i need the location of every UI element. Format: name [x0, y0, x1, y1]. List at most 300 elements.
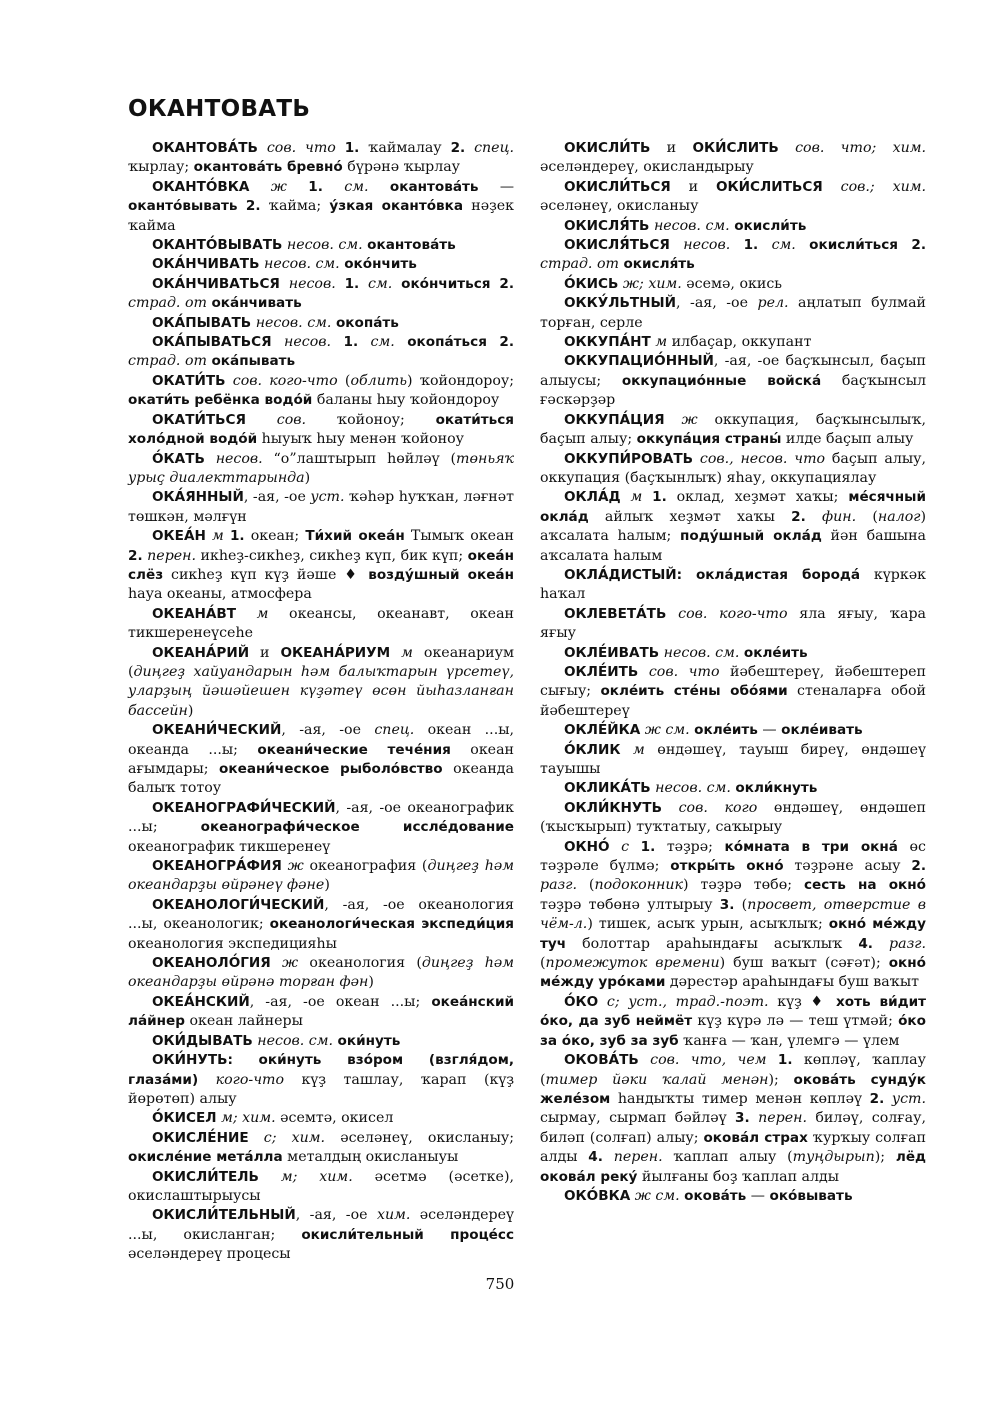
text: нәҙек ҡайма — [128, 198, 514, 234]
bold-phrase: 2. — [499, 275, 514, 292]
text — [898, 237, 911, 253]
grammar-label: м — [212, 528, 224, 545]
grammar-label: сов. что — [266, 140, 336, 156]
dictionary-entry — [128, 1032, 514, 1051]
text: һыуыҡ һыу менән ҡойоноу — [257, 431, 465, 448]
bold-phrase: 1. — [743, 237, 759, 254]
grammar-label: несов. — [288, 275, 336, 292]
text: баҫҡынсыл ғәскәрҙәр — [540, 372, 926, 409]
dictionary-entry — [128, 450, 514, 489]
bold-phrase: окова́ть — [684, 1187, 747, 1204]
grammar-label: с; хим. — [263, 1129, 326, 1146]
grammar-label: м — [655, 334, 668, 351]
dictionary-entry — [128, 857, 514, 896]
text: ) — [368, 974, 374, 991]
bold-phrase: окопа́ть — [335, 314, 399, 331]
text: ) — [324, 877, 330, 894]
headword: ОКЕА́Н — [152, 528, 206, 545]
text: баланы һыу ҡойондороу — [312, 392, 500, 409]
bold-phrase: окантова́ть — [389, 178, 479, 195]
bold-phrase: океани́ческие тече́ния — [257, 741, 451, 758]
text: ) — [187, 702, 194, 719]
text: океанография ( — [303, 858, 428, 875]
headword: ОКИСЛИ́ТЬСЯ — [564, 178, 671, 195]
text: әселәндереү процесы — [128, 1246, 291, 1263]
grammar-label: кого-что — [215, 1071, 285, 1088]
bold-phrase: 1. — [344, 140, 360, 156]
bold-phrase: оки́нуть взо́ром (взгля́дом, глаза́ми) — [128, 1052, 514, 1088]
headword: ОКИСЛИ́ТЬ — [564, 140, 651, 156]
bold-phrase: окле́ить — [694, 722, 758, 739]
text — [249, 1130, 264, 1146]
dictionary-entry — [540, 721, 926, 740]
text — [465, 140, 474, 156]
text: дәрестәр араһындағы буш ваҡыт — [665, 974, 919, 991]
text: илде баҫып алыу — [781, 431, 914, 448]
text: ҡайма; — [260, 198, 330, 215]
text — [642, 489, 652, 505]
text: көпләү, ҡаплау ( — [540, 1052, 926, 1088]
bold-phrase: 1. — [344, 275, 360, 292]
text: әселәнеү, окисланыу — [540, 198, 699, 215]
bold-phrase: 2. — [128, 547, 143, 564]
headword: ОККУ́ЛЬТНЫЙ — [564, 295, 677, 312]
dictionary-entry — [540, 217, 926, 236]
text — [280, 276, 289, 292]
text: әселәнеү, окисланыу; — [325, 1129, 515, 1146]
dictionary-entry — [540, 450, 926, 489]
headword: О́КО — [564, 993, 599, 1010]
bold-phrase: Ти́хий океа́н — [305, 528, 405, 545]
bold-phrase: окисля́ть — [623, 256, 695, 273]
headword: О́КЛИК — [564, 741, 621, 758]
text — [598, 994, 607, 1010]
bold-phrase: 2. — [911, 237, 927, 254]
bold-phrase: ме́сячный окла́д — [540, 489, 926, 525]
dictionary-entry — [540, 605, 926, 644]
text: ); — [874, 1149, 896, 1166]
bold-phrase: 3. — [735, 1110, 750, 1127]
text — [395, 334, 407, 350]
headword: ОКИ́ДЫВАТЬ — [152, 1032, 253, 1049]
headword: ОКЕАНИ́ЧЕСКИЙ — [152, 722, 282, 739]
bold-phrase: поду́шный окла́д — [679, 528, 822, 545]
bold-phrase: окисли́тельный проце́сс — [301, 1226, 514, 1243]
text: ) ҡойондороу; — [407, 372, 515, 389]
headword: ОККУПА́НТ — [564, 334, 651, 351]
grammar-label: ж — [282, 955, 299, 972]
text — [620, 742, 633, 758]
text: бүрәнә ҡырлау — [342, 159, 461, 176]
text — [359, 276, 368, 292]
text — [610, 839, 622, 855]
bold-phrase: окантова́ть — [367, 237, 456, 254]
text: сикһеҙ күп күҙ йәше ♦ — [163, 566, 369, 583]
text: океан; — [244, 528, 306, 545]
dictionary-entry — [540, 139, 926, 178]
left-column — [128, 139, 514, 1265]
bold-phrase: океа́нский ла́йнер — [128, 993, 514, 1030]
grammar-label: диңгеҙ һәм океандарҙы өйрәнеү фәне — [128, 858, 514, 894]
grammar-label: сов. что — [648, 663, 720, 680]
text: өс тәҙрәле бүлмә; — [540, 838, 927, 875]
bold-phrase: окисли́ться — [809, 237, 899, 254]
text — [779, 140, 795, 156]
text — [806, 509, 822, 525]
text — [358, 334, 370, 350]
grammar-label: сов. кого-что — [232, 372, 338, 389]
headword: ОККУПА́ЦИЯ — [564, 411, 665, 428]
bold-phrase: окно́ ме́жду туч — [540, 916, 926, 952]
bold-phrase: 1. — [229, 528, 245, 545]
grammar-label: сов.; хим. — [840, 178, 926, 195]
text: , -ая, -ое баҫҡынсыл, баҫып алыусы; — [540, 353, 926, 389]
dictionary-entry — [540, 838, 926, 993]
dictionary-entry — [128, 411, 514, 450]
grammar-label: несов. см. — [286, 237, 363, 254]
grammar-label: спец. — [374, 722, 415, 739]
text: тәҙрә; — [655, 838, 725, 855]
headword: О́КИСЕЛ — [152, 1110, 217, 1127]
headword: ОКИ́СЛИТЬСЯ — [716, 178, 823, 195]
dictionary-entry — [540, 566, 926, 605]
text: әсемтә, окисел — [275, 1110, 394, 1127]
text: ҡойоноу; — [306, 411, 436, 428]
bold-phrase: 1. — [308, 178, 323, 195]
text: океан ...ы, океанда ...ы; — [128, 722, 515, 758]
grammar-label: перен. — [147, 547, 197, 564]
dictionary-entry — [128, 178, 514, 236]
text — [205, 451, 216, 467]
text: сырмау, сырмап бәйләү — [540, 1110, 736, 1127]
text: йән башына аҡсалата һалым — [540, 528, 926, 564]
text: биләү, солғау, биләп (солғап) алыу; — [540, 1110, 926, 1146]
dictionary-entry — [128, 139, 514, 178]
text — [258, 140, 267, 156]
text: океанографик тикшеренеү — [128, 838, 331, 855]
text: “о”лаштырып һөйләү ( — [262, 450, 457, 467]
bold-phrase: 2. — [869, 1090, 885, 1107]
text — [730, 237, 743, 253]
text — [823, 179, 841, 195]
grammar-label: облить — [350, 372, 408, 389]
bold-phrase: сесть на окно́ — [803, 877, 927, 894]
bold-phrase: оккупа́ция страны́ — [636, 431, 782, 448]
text: и — [249, 644, 281, 661]
bold-phrase: оккупацио́нные войска́ — [621, 372, 822, 389]
headword: ОКЕАНОГРАФИ́ЧЕСКИЙ — [152, 799, 336, 816]
text — [639, 1052, 650, 1068]
headword: ОКЛЕВЕТА́ТЬ — [564, 605, 667, 622]
dictionary-entry — [540, 741, 926, 780]
text — [331, 334, 343, 350]
text: океанариум ( — [128, 644, 514, 680]
dictionary-entry — [540, 1187, 926, 1206]
grammar-label: разг. — [540, 877, 577, 894]
text: металдың окисланыуы — [282, 1149, 459, 1166]
bold-phrase: окисле́ние мета́лла — [128, 1149, 283, 1166]
bold-phrase: океа́н слёз — [128, 547, 514, 583]
headword: О́КАТЬ — [152, 450, 205, 467]
dictionary-entry — [540, 294, 926, 333]
text: йылғаны боҙ ҡаплап алды — [637, 1168, 840, 1185]
text: и — [650, 140, 693, 156]
grammar-label: туңдырып — [792, 1149, 875, 1166]
text — [621, 489, 631, 505]
headword: ОКАНТО́ВЫВАТЬ — [152, 237, 283, 254]
text: ҡәһәр һуҡҡан, ләғнәт төшкән, мәлғүн — [128, 489, 514, 525]
grammar-label: уст. — [310, 489, 345, 506]
text: йәбештереү, йәбештереп сығыу; — [540, 663, 926, 700]
headword: ОКИСЛЯ́ТЬСЯ — [564, 237, 670, 254]
headword: ОКОВА́ТЬ — [564, 1052, 639, 1069]
text: өндәшеү, өндәшеп (ҡысҡырып) туҡтатыу, саҡырыу — [540, 799, 927, 836]
text — [884, 1091, 892, 1107]
grammar-label: перен. — [758, 1110, 807, 1127]
grammar-label: сов., несов. что — [699, 450, 826, 467]
text — [225, 373, 232, 389]
dictionary-entry — [540, 236, 926, 275]
text: илбаҫар, оккупант — [667, 334, 812, 351]
text: — — [746, 1187, 770, 1204]
text: әселәндереү, окисландырыу — [540, 159, 754, 176]
grammar-label: м — [630, 489, 643, 506]
bold-phrase: око́нчиться — [401, 275, 491, 292]
text: ) аҡсалата һалым; — [540, 508, 927, 545]
text: ҡаймалау — [359, 140, 451, 156]
bold-phrase: откры́ть окно́ — [670, 858, 784, 875]
text — [233, 1052, 259, 1068]
text — [336, 140, 345, 156]
grammar-label: сов. кого-что — [678, 605, 788, 622]
text: — — [478, 178, 515, 195]
grammar-label: налог — [877, 508, 921, 525]
dictionary-entry — [540, 411, 926, 450]
dictionary-entry — [128, 993, 514, 1032]
bold-phrase: лёд окова́л реку́ — [540, 1149, 927, 1185]
dictionary-entry — [540, 178, 926, 217]
grammar-label: просвет, отверстие в чём-л. — [540, 896, 926, 933]
text: ( — [540, 955, 546, 972]
grammar-label: ж — [287, 858, 304, 875]
text: айлыҡ хеҙмәт хаҡы — [588, 508, 792, 525]
grammar-label: несов. см. — [655, 780, 731, 797]
bold-phrase: оканто́вывать 2. — [128, 198, 261, 215]
bold-phrase: 1. — [343, 334, 359, 351]
grammar-label: м — [401, 644, 413, 661]
grammar-label: с; уст., трад.-поэт. — [606, 993, 769, 1010]
text — [767, 1052, 778, 1068]
text — [236, 606, 257, 622]
dictionary-entry — [128, 255, 514, 274]
bold-phrase: окле́ить — [743, 644, 808, 661]
grammar-label: промежуток времени — [545, 955, 720, 972]
grammar-label: несов. см. — [663, 644, 740, 661]
dictionary-entry — [128, 236, 514, 255]
text: ҡанға — ҡан, үлемгә — үлем — [678, 1032, 900, 1049]
grammar-label: страд. от — [128, 295, 207, 312]
text: әселәндереү ...ы, окисланган; — [128, 1207, 514, 1243]
dictionary-entry — [540, 799, 926, 838]
bold-phrase: окати́ться холо́дной водо́й — [128, 411, 514, 448]
headword: ОКЛА́ДИСТЫЙ: — [564, 566, 683, 583]
bold-phrase: хоть ви́дит о́ко, да зуб неймёт — [540, 993, 926, 1030]
bold-phrase: 2. — [791, 508, 806, 525]
bold-phrase: 1. — [640, 838, 656, 855]
bold-phrase: око́вывать — [769, 1187, 853, 1204]
bold-phrase: океанологи́ческая экспеди́ция — [269, 916, 514, 933]
text: икһеҙ-сикһеҙ, сикһеҙ күп, бик күп; — [196, 547, 468, 564]
text: болоттар араһындағы асыҡлыҡ — [566, 935, 859, 952]
grammar-label: несов. — [284, 334, 332, 351]
grammar-label: см. — [344, 178, 369, 195]
dictionary-entry — [128, 954, 514, 993]
bold-phrase: ко́мната в три окна́ — [724, 838, 898, 855]
text — [670, 237, 683, 253]
grammar-label: ж см. — [644, 722, 690, 739]
text: ); — [768, 1071, 794, 1088]
text: күркәк һаҡал — [540, 566, 926, 603]
headword: ОКЕАНОЛО́ГИЯ — [152, 955, 271, 972]
dictionary-entry — [540, 333, 926, 352]
headword: ОКИСЛИ́ТЕЛЬНЫЙ — [152, 1207, 296, 1224]
grammar-label: с — [621, 838, 630, 855]
text: ҡырлау; — [128, 159, 194, 176]
text — [682, 567, 696, 583]
bold-phrase: окле́ить сте́ны обо́ями — [600, 683, 788, 700]
dictionary-entry — [540, 663, 926, 721]
dictionary-entry — [128, 644, 514, 722]
grammar-label: м — [633, 741, 645, 758]
text: , -ая, -ое — [281, 722, 375, 739]
dictionary-entry — [128, 1206, 514, 1264]
dictionary-entry — [128, 1168, 514, 1207]
text: океан ағымдары; — [128, 741, 514, 777]
text: океансы, океанавт, океан тикшеренеүсеһе — [128, 605, 514, 642]
text: ) тәҙрә төбө; — [683, 877, 804, 894]
text — [287, 179, 308, 195]
bold-phrase: окле́ивать — [781, 722, 863, 739]
grammar-label: сов. кого — [678, 799, 758, 816]
bold-phrase: окли́кнуть — [735, 780, 818, 797]
dictionary-entry — [128, 333, 514, 372]
text — [750, 1110, 758, 1126]
grammar-label: см. — [370, 334, 395, 351]
text: ) — [304, 469, 311, 486]
headword: ОКИСЛЕ́НИЕ — [152, 1129, 249, 1146]
headword: ОКЕА́НСКИЙ — [152, 993, 250, 1010]
dictionary-entry — [128, 372, 514, 411]
text: әсетмә (әсетке), окислаштырыусы — [128, 1168, 514, 1204]
text: ( — [734, 896, 748, 913]
text — [666, 606, 678, 622]
bold-phrase: ока́нчивать — [211, 295, 302, 312]
text — [198, 1072, 216, 1088]
bold-phrase: окантова́ть бревно́ — [193, 159, 343, 176]
bold-phrase: океани́ческое рыболо́вство — [219, 761, 443, 777]
grammar-label: диңгеҙ хайуандарын һәм балыҡтарын үрсетеү, уларҙың йәшәйешен күҙәтеү өсөн йыһазланған бассейн — [128, 663, 514, 719]
dictionary-entry — [540, 993, 926, 1051]
headword: ОКА́ПЫВАТЬ — [152, 314, 252, 331]
grammar-label: разг. — [889, 935, 926, 952]
grammar-label: уст. — [891, 1090, 926, 1107]
text: ( — [337, 372, 351, 389]
grammar-label: спец. — [474, 140, 514, 156]
headword: ОКА́НЧИВАТЬ — [152, 256, 260, 273]
headword: ОКНО́ — [564, 838, 610, 855]
text: океанда балыҡ тотоу — [128, 761, 514, 797]
grammar-label: ж — [681, 411, 698, 428]
grammar-label: хим. — [376, 1207, 411, 1224]
text — [259, 1169, 281, 1185]
text — [487, 334, 499, 350]
text: океан лайнеры — [185, 1013, 303, 1030]
headword: О́КИСЬ — [564, 275, 619, 292]
dictionary-entry — [128, 275, 514, 314]
text — [758, 237, 771, 253]
text — [603, 1149, 614, 1165]
text: тәҙрәне асыу — [783, 858, 912, 875]
bold-phrase: возду́шный океа́н — [368, 566, 514, 583]
grammar-label: несов. — [683, 237, 731, 254]
dictionary-entry — [128, 799, 514, 857]
text: күҙ ♦ — [768, 993, 836, 1010]
text: ҡурҡыу солғап алды — [540, 1129, 926, 1166]
text: Тымыҡ океан — [404, 528, 514, 545]
text: күҙ ташлау, ҡарап (күҙ йөрөтөп) алыу — [128, 1071, 514, 1107]
headword: ОКЕАНА́РИУМ — [280, 644, 391, 661]
headword: ОКИ́НУТЬ: — [152, 1052, 233, 1069]
text — [323, 179, 344, 195]
bold-phrase: у́зкая оканто́вка — [329, 198, 464, 215]
headword: ОКА́НЧИВАТЬСЯ — [152, 275, 280, 292]
grammar-label: м; хим. — [280, 1168, 353, 1185]
text: , -ая, -ое океанографик ...ы; — [128, 799, 514, 836]
text — [246, 412, 277, 428]
dictionary-entry — [128, 605, 514, 644]
headword: ОКЕАНА́РИЙ — [152, 644, 250, 661]
grammar-label: страд. от — [540, 256, 619, 273]
dictionary-entry — [540, 488, 926, 566]
dictionary-entry — [128, 896, 514, 954]
bold-phrase: окла́дистая борода́ — [695, 566, 861, 583]
text: күҙ күрә лә — теш үтмәй; — [692, 1013, 899, 1030]
grammar-label: несов. см. — [255, 314, 332, 331]
grammar-label: сов. — [276, 411, 307, 428]
headword: ОКА́ЯННЫЙ — [152, 489, 244, 506]
bold-phrase: о́ко за о́ко, зуб за зуб — [540, 1013, 926, 1049]
text: , -ая, -ое — [676, 295, 758, 312]
grammar-label: м; хим. — [221, 1110, 276, 1127]
text: баҫып алыу, оккупация (баҫҡынлыҡ) яһау, оккупациялау — [540, 450, 926, 486]
text: яла яғыу, ҡара яғыу — [540, 605, 926, 642]
grammar-label: төньяҡ урыҫ диалекттарында — [128, 450, 514, 486]
page-title: ОКАНТОВАТЬ — [128, 96, 311, 122]
text: и — [670, 178, 716, 195]
text: океанология экспедицияһы — [128, 935, 337, 952]
bold-phrase: 3. — [719, 896, 735, 913]
bold-phrase: ока́пывать — [211, 353, 296, 370]
text — [390, 645, 401, 661]
headword: ОКАТИ́ТЬ — [152, 372, 226, 389]
headword: ОКЛЕ́ИВАТЬ — [564, 644, 660, 661]
grammar-label: диңгеҙ һәм океандарҙы өйрәнә торған фән — [128, 955, 514, 991]
dictionary-entry — [128, 721, 514, 799]
bold-phrase: оки́нуть — [337, 1032, 401, 1049]
text — [665, 412, 682, 428]
text: өндәшеү, тауыш биреү, өндәшеү тауышы — [540, 741, 927, 777]
grammar-label: несов. см. — [257, 1032, 334, 1049]
